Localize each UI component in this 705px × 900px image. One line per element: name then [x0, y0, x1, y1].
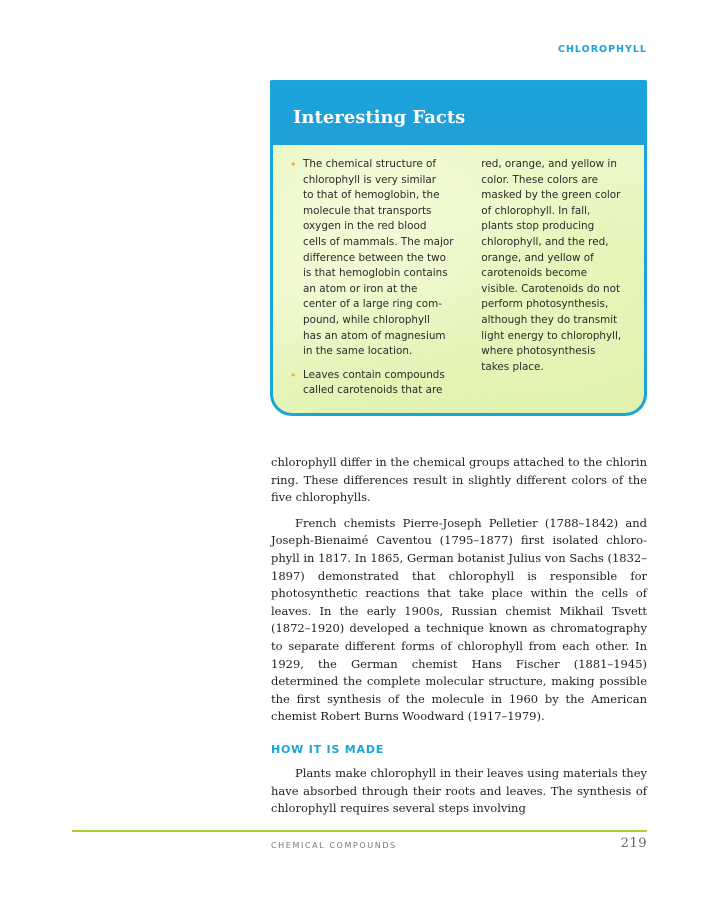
text-line: center of a large ring com- [303, 298, 442, 311]
fact-item-carotenoids [289, 368, 456, 399]
text-line: red, orange, and yellow in [481, 158, 617, 170]
footer-book-title: CHEMICAL COMPOUNDS [271, 841, 397, 850]
text-line: visible. Carotenoids do not [481, 282, 621, 295]
text-line: masked by the green color [481, 189, 621, 202]
text-line: is that hemoglobin contains [303, 267, 448, 280]
facts-right-column [481, 157, 630, 407]
body-text-section [271, 765, 647, 826]
paragraph-1: chlorophyll differ in the chemical groups attached to the chlorin ring. These differences result in slightly different colors of the five chlorophylls. [271, 455, 647, 505]
fact-continued-text [481, 157, 630, 375]
page-number: 219 [620, 836, 647, 851]
text-line: to that of hemoglobin, the [303, 189, 440, 202]
facts-title: Interesting Facts [293, 107, 466, 128]
text-line: pound, while chlorophyll [303, 313, 430, 326]
text-line: has an atom of magnesium [303, 329, 446, 342]
text-line: oxygen in the red blood [303, 220, 427, 233]
text-line: cells of mammals. The major [303, 235, 454, 248]
text-line: carotenoids become [481, 267, 587, 280]
paragraph-2: French chemists Pierre-Joseph Pelletier (1788–1842) and Joseph-Bienaimé Caventou (1795–1877) first isolated chlorophyll in 1817. In 1865, German botanist Julius von Sachs (1832–1897) demonstrated that chlorophyll is responsible for photosynthetic reactions that take place within the cells of leaves. In the early 1900s, Russian chemist Mikhail Tsvett (1872–1920) developed a technique known as chromatography to separate different forms of chlorophyll from each other. In 1929, the German chemist Hans Fischer (1881–1945) determined the complete molecular structure, making possible the first synthesis of the molecule in 1960 by the American chemist Robert Burns Woodward (1917–1979). [271, 515, 647, 724]
section-heading: HOW IT IS MADE [271, 743, 385, 756]
text-line: takes place. [481, 360, 544, 373]
text-line: called carotenoids that are [303, 384, 443, 397]
text-line: difference between the two [303, 251, 446, 264]
text-line: although they do transmit [481, 313, 618, 326]
facts-left-column [289, 157, 456, 407]
text-line: molecule that transports [303, 204, 432, 217]
text-line: plants stop producing [481, 220, 595, 233]
facts-header [273, 83, 644, 145]
bullet-icon: • [290, 158, 297, 171]
text-line: The chemical structure of [303, 158, 437, 170]
text-line: orange, and yellow of [481, 251, 594, 264]
body-text [271, 454, 647, 734]
fact-text [303, 368, 456, 399]
text-line: in the same location. [303, 345, 413, 358]
paragraph-3: Plants make chlorophyll in their leaves using materials they have absorbed through their roots and leaves. The synthesis of chlorophyll requires several steps involving [271, 766, 647, 816]
text-line: where photosynthesis [481, 345, 596, 358]
fact-text [303, 157, 456, 360]
interesting-facts-box [270, 80, 647, 416]
text-line: perform photosynthesis, [481, 298, 609, 311]
running-head: CHLOROPHYLL [557, 44, 647, 55]
text-line: chlorophyll is very similar [303, 173, 437, 186]
text-line: of chlorophyll. In fall, [481, 204, 591, 217]
bullet-icon: • [290, 368, 297, 382]
facts-columns [273, 157, 644, 407]
text-line: light energy to chlorophyll, [481, 329, 622, 342]
text-line: chlorophyll, and the red, [481, 235, 609, 248]
text-line: Leaves contain compounds [303, 368, 445, 381]
fact-item-hemoglobin [289, 157, 456, 360]
text-line: an atom or iron at the [303, 282, 418, 295]
text-line: color. These colors are [481, 173, 599, 186]
footer-rule [72, 830, 647, 832]
